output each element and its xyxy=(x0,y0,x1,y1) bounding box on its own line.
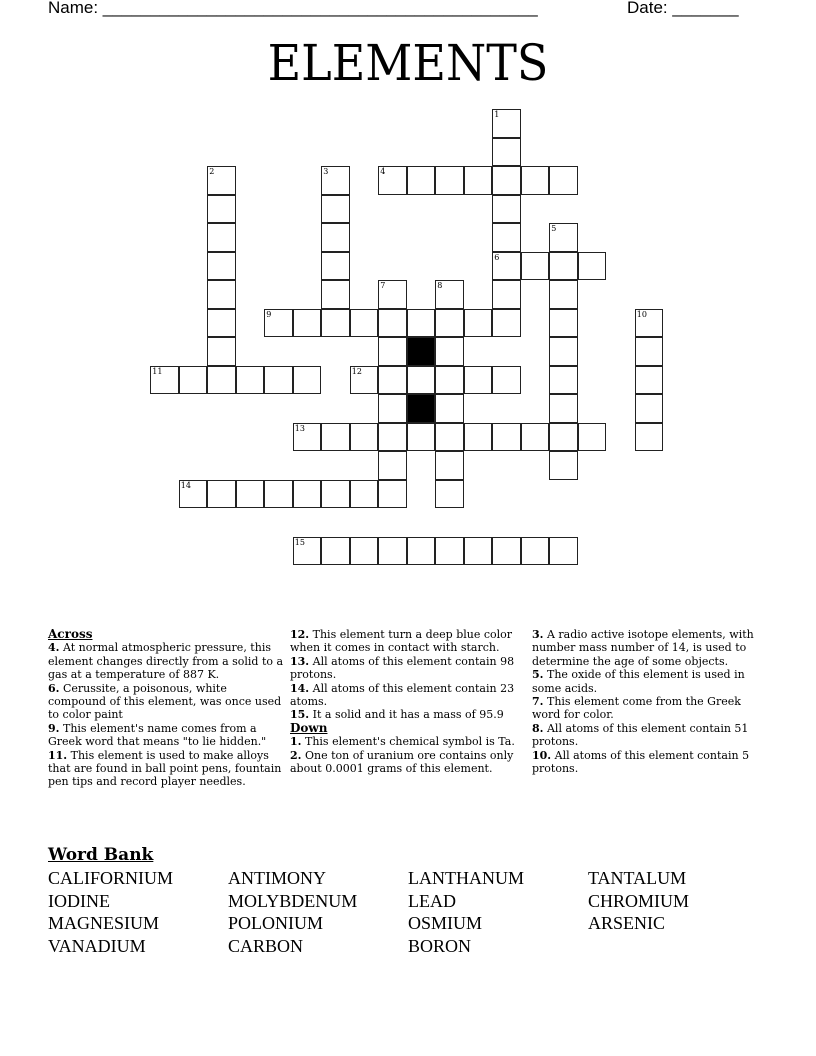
grid-cell[interactable] xyxy=(321,537,350,566)
grid-cell[interactable] xyxy=(549,366,578,395)
grid-cell[interactable] xyxy=(321,252,350,281)
grid-cell[interactable] xyxy=(207,166,236,195)
grid-cell[interactable] xyxy=(549,394,578,423)
clue-number: 3. xyxy=(532,628,544,641)
grid-cell[interactable] xyxy=(635,309,664,338)
word-bank xyxy=(48,868,768,956)
clue-number: 5. xyxy=(532,668,544,682)
clue-text: One ton of uranium ore contains only about 0.0001 grams of this element. xyxy=(290,748,514,776)
clue-text: All atoms of this element contain 51 protons. xyxy=(532,721,749,749)
grid-cell[interactable] xyxy=(549,451,578,480)
grid-cell[interactable] xyxy=(492,366,521,395)
clue-number: 4. xyxy=(48,641,60,655)
grid-cell[interactable] xyxy=(378,280,407,309)
grid-cell[interactable] xyxy=(492,138,521,167)
grid-cell[interactable] xyxy=(378,337,407,366)
clue xyxy=(532,628,772,668)
word-bank-item: OSMIUM xyxy=(408,913,483,933)
clue xyxy=(290,628,525,655)
date-field[interactable]: Date: _______ xyxy=(627,0,739,17)
grid-cell[interactable] xyxy=(321,309,350,338)
grid-cell[interactable] xyxy=(378,366,407,395)
grid-cell[interactable] xyxy=(321,480,350,509)
grid-cell[interactable] xyxy=(350,537,379,566)
clue xyxy=(48,682,288,722)
grid-cell[interactable] xyxy=(435,451,464,480)
grid-cell[interactable] xyxy=(549,423,578,452)
grid-cell[interactable] xyxy=(549,280,578,309)
grid-cell[interactable] xyxy=(378,394,407,423)
grid-cell[interactable] xyxy=(549,223,578,252)
grid-cell[interactable] xyxy=(207,309,236,338)
clue xyxy=(532,668,772,695)
grid-cell[interactable] xyxy=(492,166,521,195)
grid-cell[interactable] xyxy=(378,480,407,509)
clue-number: 1. xyxy=(290,735,302,749)
grid-cell[interactable] xyxy=(407,537,436,566)
word-bank-item: ANTIMONY xyxy=(228,868,326,888)
grid-cell[interactable] xyxy=(578,423,607,452)
word-bank-item: VANADIUM xyxy=(48,935,146,956)
clue xyxy=(290,708,525,721)
grid-cell[interactable] xyxy=(407,309,436,338)
grid-cell[interactable] xyxy=(492,252,521,281)
clue-text: This element come from the Greek word for color. xyxy=(532,695,741,722)
grid-cell[interactable] xyxy=(321,166,350,195)
clue-number: 15 xyxy=(294,537,305,547)
grid-cell[interactable] xyxy=(549,337,578,366)
clue xyxy=(290,682,525,709)
clue-text: This element's chemical symbol is Ta. xyxy=(304,735,515,749)
clue xyxy=(290,655,525,682)
clue xyxy=(48,722,288,749)
clue-number: 7. xyxy=(532,695,544,709)
grid-cell[interactable] xyxy=(435,166,464,195)
grid-cell[interactable] xyxy=(207,480,236,509)
grid-cell[interactable] xyxy=(435,423,464,452)
grid-cell[interactable] xyxy=(435,394,464,423)
grid-cell[interactable] xyxy=(350,366,379,395)
grid-cell[interactable] xyxy=(293,480,322,509)
grid-cell[interactable] xyxy=(293,423,322,452)
clue-number: 12. xyxy=(290,628,310,641)
black-cell xyxy=(407,337,436,366)
grid-cell[interactable] xyxy=(350,480,379,509)
grid-cell[interactable] xyxy=(179,480,208,509)
grid-cell[interactable] xyxy=(264,366,293,395)
word-bank-item: CALIFORNIUM xyxy=(48,868,174,888)
grid-cell[interactable] xyxy=(207,223,236,252)
clue-number: 9. xyxy=(48,721,60,735)
clue-number: 11. xyxy=(48,748,68,762)
clue-number: 8 xyxy=(437,281,443,291)
grid-cell[interactable] xyxy=(578,252,607,281)
grid-cell[interactable] xyxy=(407,366,436,395)
grid-cell[interactable] xyxy=(435,337,464,366)
clue-number: 10 xyxy=(636,309,647,319)
grid-cell[interactable] xyxy=(635,337,664,366)
clue-number: 10. xyxy=(532,748,552,762)
grid-cell[interactable] xyxy=(378,423,407,452)
grid-cell[interactable] xyxy=(179,366,208,395)
clue-text: A radio active isotope elements, with number mass number of 14, is used to determine the age of some objects. xyxy=(532,628,754,668)
clues-column-1 xyxy=(48,628,288,789)
grid-cell[interactable] xyxy=(549,166,578,195)
grid-cell[interactable] xyxy=(321,423,350,452)
word-bank-item: IODINE xyxy=(48,890,110,911)
clue xyxy=(48,641,288,681)
grid-cell[interactable] xyxy=(521,537,550,566)
grid-cell[interactable] xyxy=(407,166,436,195)
grid-cell[interactable] xyxy=(350,423,379,452)
clue-text: All atoms of this element contain 98 protons. xyxy=(290,654,515,682)
clue xyxy=(532,722,772,749)
word-bank-item: MAGNESIUM xyxy=(48,913,160,933)
clue xyxy=(532,749,772,776)
clue-number: 14. xyxy=(290,681,310,695)
grid-cell[interactable] xyxy=(435,280,464,309)
clue-number: 13 xyxy=(294,423,305,433)
grid-cell[interactable] xyxy=(293,309,322,338)
grid-cell[interactable] xyxy=(207,195,236,224)
grid-cell[interactable] xyxy=(521,423,550,452)
grid-cell[interactable] xyxy=(150,366,179,395)
clue xyxy=(290,749,525,776)
grid-cell[interactable] xyxy=(264,480,293,509)
clue-text: It a solid and it has a mass of 95.9 xyxy=(312,708,504,722)
grid-cell[interactable] xyxy=(293,366,322,395)
clue-number: 2 xyxy=(209,167,215,177)
grid-cell[interactable] xyxy=(378,166,407,195)
clues-column-2 xyxy=(290,628,525,775)
clue-number: 4 xyxy=(380,167,386,177)
grid-cell[interactable] xyxy=(293,537,322,566)
grid-cell[interactable] xyxy=(350,309,379,338)
clue-number: 14 xyxy=(180,480,191,490)
grid-cell[interactable] xyxy=(207,337,236,366)
grid-cell[interactable] xyxy=(464,423,493,452)
grid-cell[interactable] xyxy=(435,480,464,509)
clue-number: 8. xyxy=(532,721,544,735)
clue-text: At normal atmospheric pressure, this element changes directly from a solid to a gas at a temperature of 887 K. xyxy=(48,641,284,682)
clue-text: All atoms of this element contain 23 atoms. xyxy=(290,681,515,709)
clue xyxy=(290,735,525,748)
black-cell xyxy=(407,394,436,423)
grid-cell[interactable] xyxy=(521,252,550,281)
word-bank-item: CHROMIUM xyxy=(588,890,690,911)
grid-cell[interactable] xyxy=(521,166,550,195)
clue-text: Cerussite, a poisonous, white compound of this element, was once used to color paint xyxy=(48,681,282,722)
clue-number: 15. xyxy=(290,708,310,722)
grid-cell[interactable] xyxy=(435,537,464,566)
grid-cell[interactable] xyxy=(236,366,265,395)
grid-cell[interactable] xyxy=(635,366,664,395)
clue-number: 13. xyxy=(290,654,310,668)
grid-cell[interactable] xyxy=(549,537,578,566)
clue xyxy=(48,749,288,789)
clue-number: 12 xyxy=(351,366,362,376)
clue-number: 9 xyxy=(266,309,272,319)
grid-cell[interactable] xyxy=(236,480,265,509)
word-bank-item: LEAD xyxy=(408,890,456,911)
across-heading: Across xyxy=(48,627,93,641)
word-bank-item: POLONIUM xyxy=(228,913,324,933)
clue-text: All atoms of this element contain 5 protons. xyxy=(532,748,750,776)
grid-cell[interactable] xyxy=(464,537,493,566)
down-heading: Down xyxy=(290,720,328,735)
grid-cell[interactable] xyxy=(321,195,350,224)
word-bank-item: CARBON xyxy=(228,935,304,956)
word-bank-item: ARSENIC xyxy=(588,913,666,933)
grid-cell[interactable] xyxy=(407,423,436,452)
clue-number: 5 xyxy=(551,224,557,234)
grid-cell[interactable] xyxy=(635,394,664,423)
clue-number: 2. xyxy=(290,748,302,762)
grid-cell[interactable] xyxy=(435,366,464,395)
grid-cell[interactable] xyxy=(207,280,236,309)
grid-cell[interactable] xyxy=(549,309,578,338)
grid-cell[interactable] xyxy=(492,309,521,338)
clues-column-3 xyxy=(532,628,772,775)
clue-text: This element's name comes from a Greek word that means "to lie hidden." xyxy=(48,721,267,749)
grid-cell[interactable] xyxy=(435,309,464,338)
grid-cell[interactable] xyxy=(492,280,521,309)
grid-cell[interactable] xyxy=(549,252,578,281)
grid-cell[interactable] xyxy=(464,309,493,338)
grid-cell[interactable] xyxy=(378,537,407,566)
grid-cell[interactable] xyxy=(635,423,664,452)
word-bank-title: Word Bank xyxy=(48,845,154,865)
clue-number: 3 xyxy=(323,167,329,177)
grid-cell[interactable] xyxy=(464,166,493,195)
clue-number: 6. xyxy=(48,681,60,695)
clue xyxy=(532,695,772,722)
grid-cell[interactable] xyxy=(207,366,236,395)
name-field[interactable]: Name: ______________________________________________ xyxy=(48,0,538,17)
page-title: ELEMENTS xyxy=(267,34,549,92)
grid-cell[interactable] xyxy=(464,366,493,395)
word-bank-item: LANTHANUM xyxy=(408,868,524,888)
grid-cell[interactable] xyxy=(378,309,407,338)
grid-cell[interactable] xyxy=(492,195,521,224)
word-bank-item: BORON xyxy=(408,935,472,956)
grid-cell[interactable] xyxy=(321,223,350,252)
grid-cell[interactable] xyxy=(264,309,293,338)
clue-number: 7 xyxy=(380,281,386,291)
clue-text: This element turn a deep blue color when it comes in contact with starch. xyxy=(290,628,513,655)
clue-number: 1 xyxy=(494,110,500,120)
grid-cell[interactable] xyxy=(492,423,521,452)
grid-cell[interactable] xyxy=(492,223,521,252)
grid-cell[interactable] xyxy=(492,109,521,138)
word-bank-item: MOLYBDENUM xyxy=(228,890,358,911)
grid-cell[interactable] xyxy=(207,252,236,281)
grid-cell[interactable] xyxy=(492,537,521,566)
grid-cell[interactable] xyxy=(378,451,407,480)
word-bank-item: TANTALUM xyxy=(588,868,687,888)
clue-text: This element is used to make alloys that are found in ball point pens, fountain pen tips and record player needles. xyxy=(48,748,282,789)
clue-number: 11 xyxy=(152,366,163,376)
grid-cell[interactable] xyxy=(321,280,350,309)
clue-text: The oxide of this element is used in some acids. xyxy=(532,668,745,695)
clue-number: 6 xyxy=(494,252,500,262)
